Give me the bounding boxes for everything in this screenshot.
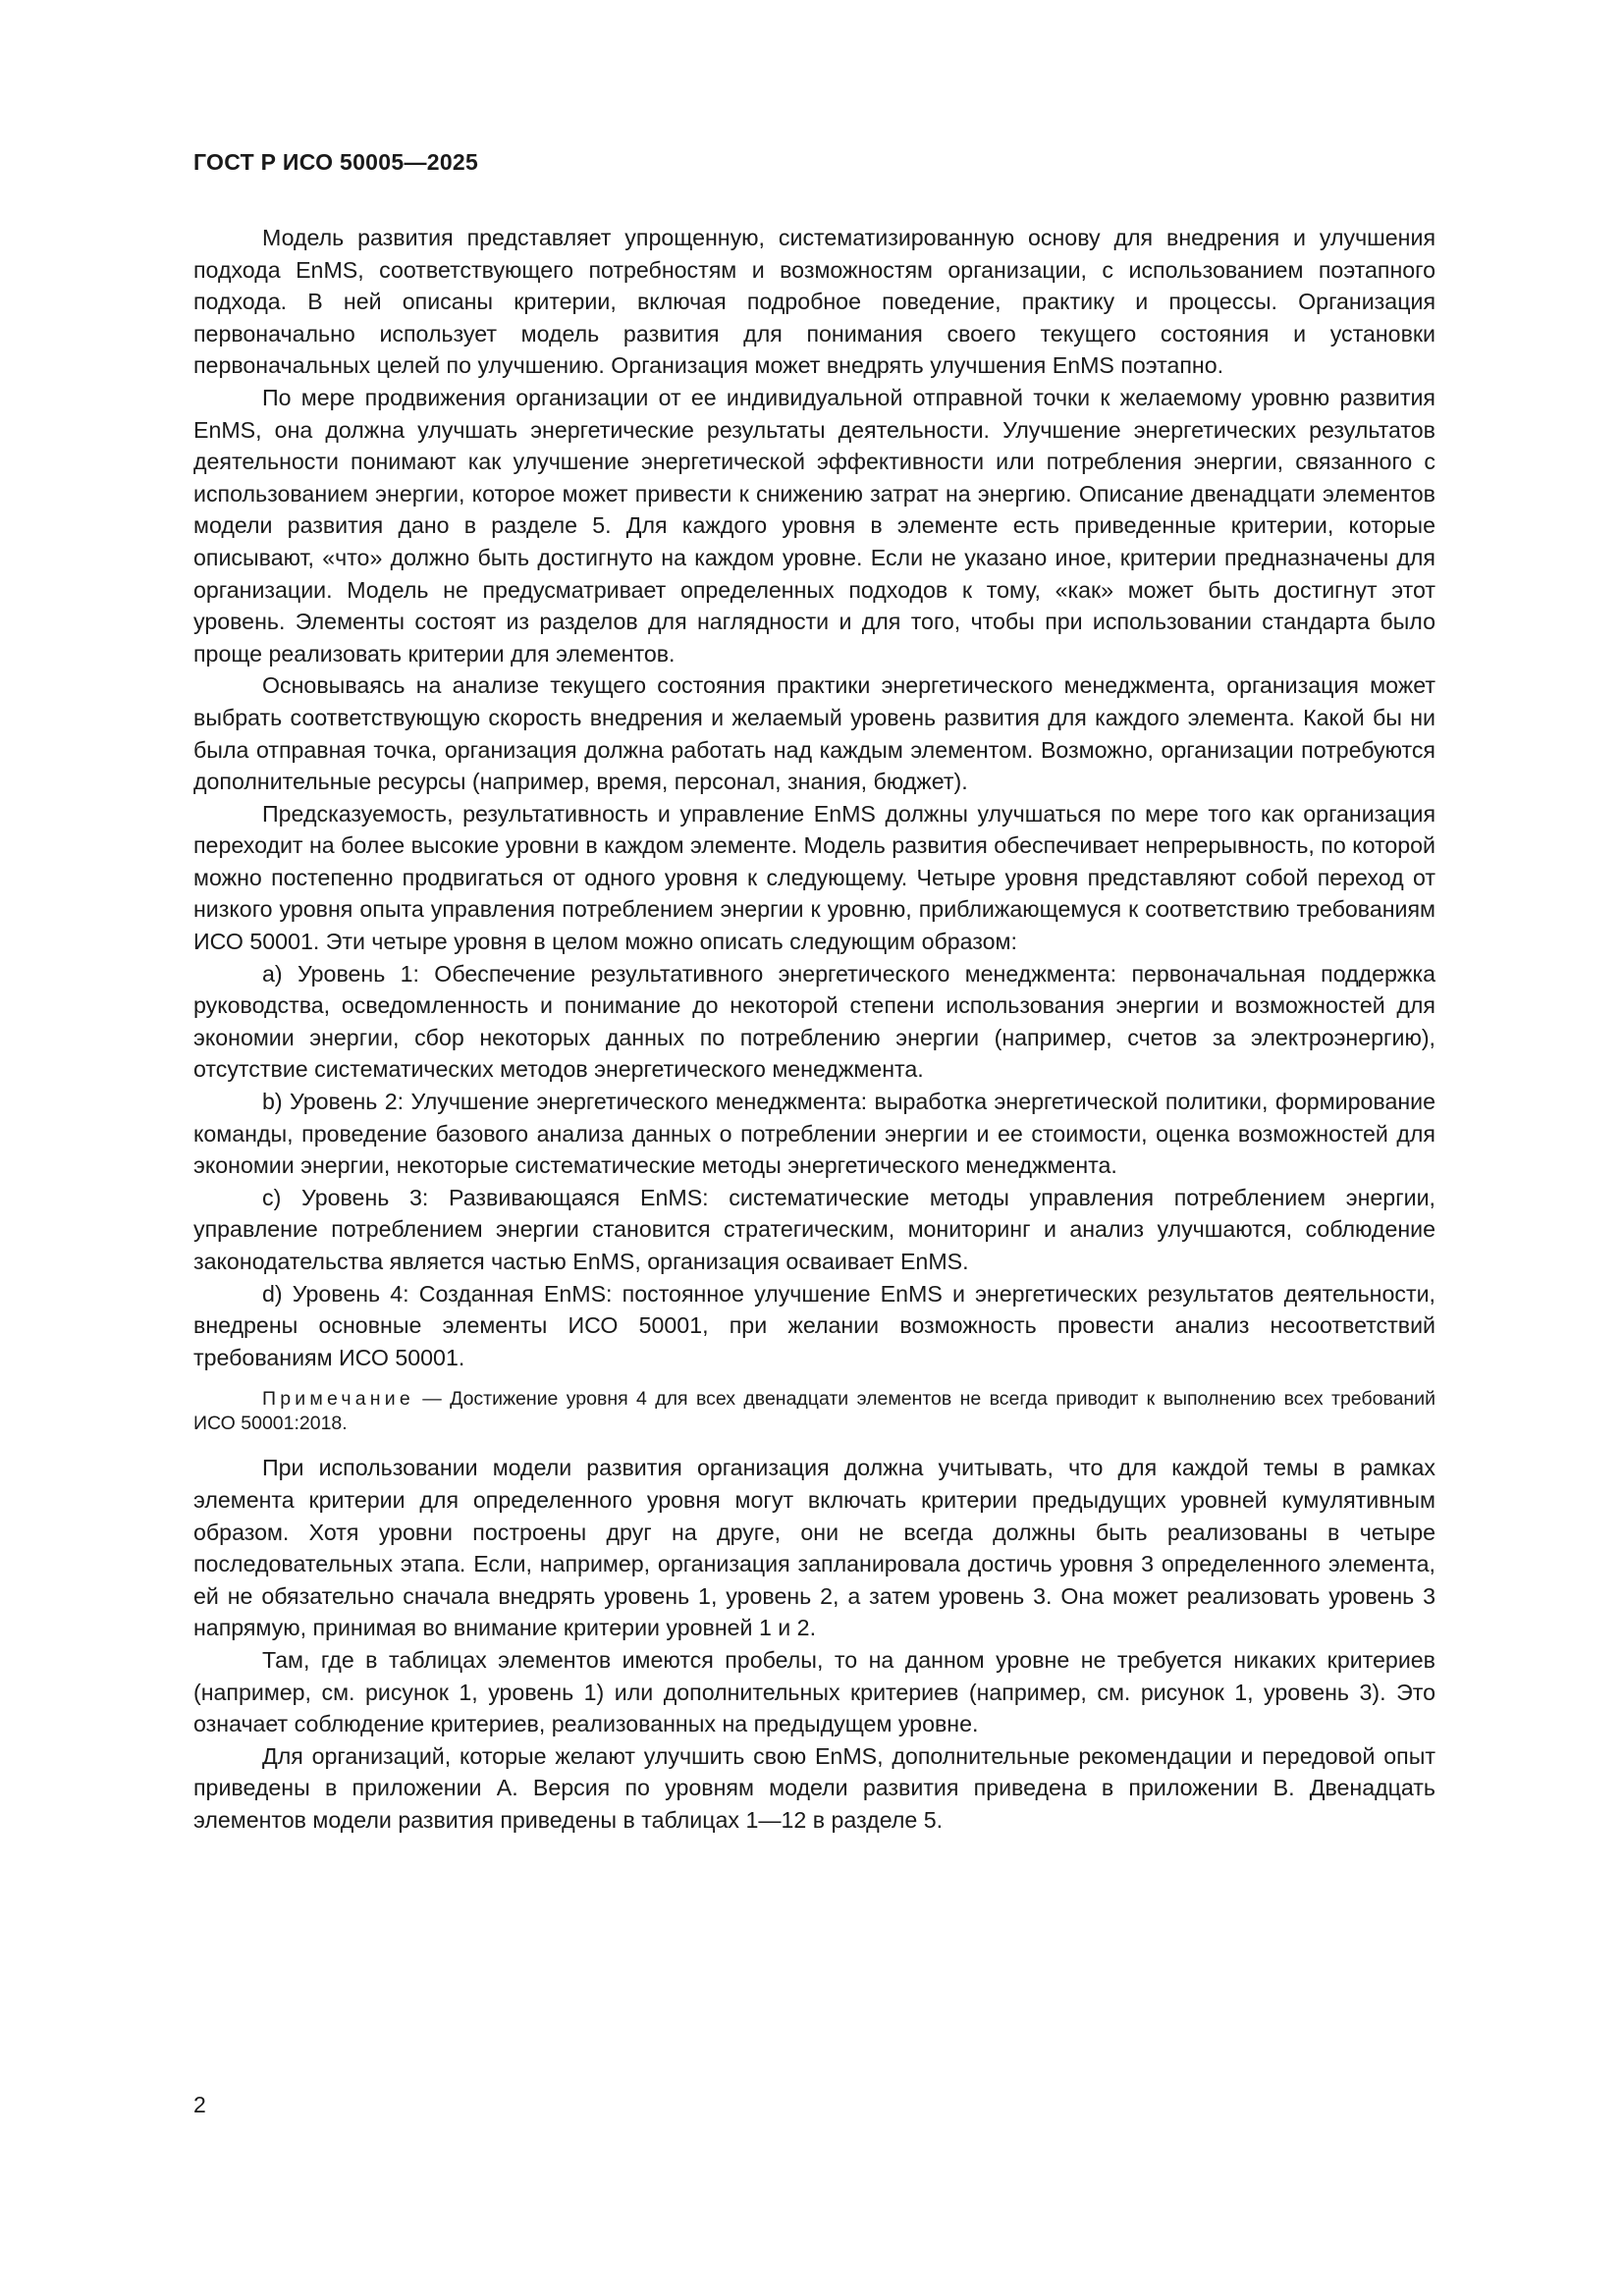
paragraph: Предсказуемость, результативность и управление EnMS должны улучшаться по мере того как организация переходит на более высокие уровни в каждом элементе. Модель развития обеспечивает непрерывность, по которой можно постепенно продвигаться от одного уровня к следующему. Четыре уровня представляют собой переход от низкого уровня опыта управления потреблением энергии к уровню, приближающемуся к соответствию требованиям ИСО 50001. Эти четыре уровня в целом можно описать следующим образом: [193,800,1435,955]
page-number: 2 [193,2092,206,2117]
list-item-level-3: c) Уровень 3: Развивающаяся EnMS: систематические методы управления потреблением энергии, управление потреблением энергии становится стратегическим, мониторинг и анализ улучшаются, соблюдение законодательства является частью EnMS, организация осваивает EnMS. [193,1184,1435,1274]
paragraph: При использовании модели развития организация должна учитывать, что для каждой темы в рамках элемента критерии для определенного уровня могут включать критерии предыдущих уровней кумулятивным образом. Хотя уровни построены друг на друге, они не всегда должны быть реализованы в четыре последовательных этапа. Если, например, организация запланировала достичь уровня 3 определенного элемента, ей не обязательно сначала внедрять уровень 1, уровень 2, а затем уровень 3. Она может реализовать уровень 3 напрямую, принимая во внимание критерии уровней 1 и 2. [193,1455,1435,1641]
document-body [193,222,1435,1837]
paragraph: По мере продвижения организации от ее индивидуальной отправной точки к желаемому уровню развития EnMS, она должна улучшать энергетические результаты деятельности. Улучшение энергетических результатов деятельности понимают как улучшение энергетической эффективности или потребления энергии, связанного с использованием энергии, которое может привести к снижению затрат на энергию. Описание двенадцати элементов модели развития дано в разделе 5. Для каждого уровня в элементе есть приведенные критерии, которые описывают, «что» должно быть достигнуто на каждом уровне. Если не указано иное, критерии предназначены для организации. Модель не предусматривает определенных подходов к тому, «как» может быть достигнут этот уровень. Элементы состоят из разделов для наглядности и для того, чтобы при использовании стандарта было проще реализовать критерии для элементов. [193,384,1435,667]
paragraph: Основываясь на анализе текущего состояния практики энергетического менеджмента, организация может выбрать соответствующую скорость внедрения и желаемый уровень развития для каждого элемента. Какой бы ни была отправная точка, организация должна работать над каждым элементом. Возможно, организации потребуются дополнительные ресурсы (например, время, персонал, знания, бюджет). [193,672,1435,795]
list-item-level-2: b) Уровень 2: Улучшение энергетического менеджмента: выработка энергетической политики, формирование команды, проведение базового анализа данных о потреблении энергии и ее стоимости, оценка возможностей для экономии энергии, некоторые систематические методы энергетического менеджмента. [193,1089,1435,1179]
document-header: ГОСТ Р ИСО 50005—2025 [193,149,479,175]
paragraph: Для организаций, которые желают улучшить свою EnMS, дополнительные рекомендации и передовой опыт приведены в приложении А. Версия по уровням модели развития приведена в приложении В. Двенадцать элементов модели развития приведены в таблицах 1—12 в разделе 5. [193,1742,1435,1833]
note-text: — Достижение уровня 4 для всех двенадцати элементов не всегда приводит к выполнению всех требований ИСО 50001:2018. [193,1388,1435,1435]
note [193,1387,1435,1436]
paragraph: Модель развития представляет упрощенную, систематизированную основу для внедрения и улучшения подхода EnMS, соответствующего потребностям и возможностям организации, с использованием поэтапного подхода. В ней описаны критерии, включая подробное поведение, практику и процессы. Организация первоначально использует модель развития для понимания своего текущего состояния и установки первоначальных целей по улучшению. Организация может внедрять улучшения EnMS поэтапно. [193,225,1435,379]
list-item-level-1: a) Уровень 1: Обеспечение результативного энергетического менеджмента: первоначальная поддержка руководства, осведомленность и понимание до некоторой степени использования энергии и возможностей для экономии энергии, сбор некоторых данных по потреблению энергии (например, счетов за электроэнергию), отсутствие систематических методов энергетического менеджмента. [193,960,1435,1083]
note-label: Примечание [262,1388,414,1411]
paragraph: Там, где в таблицах элементов имеются пробелы, то на данном уровне не требуется никаких критериев (например, см. рисунок 1, уровень 1) или дополнительных критериев (например, см. рисунок 1, уровень 3). Это означает соблюдение критериев, реализованных на предыдущем уровне. [193,1646,1435,1737]
list-item-level-4: d) Уровень 4: Созданная EnMS: постоянное улучшение EnMS и энергетических результатов деятельности, внедрены основные элементы ИСО 50001, при желании возможность провести анализ несоответствий требованиям ИСО 50001. [193,1280,1435,1370]
